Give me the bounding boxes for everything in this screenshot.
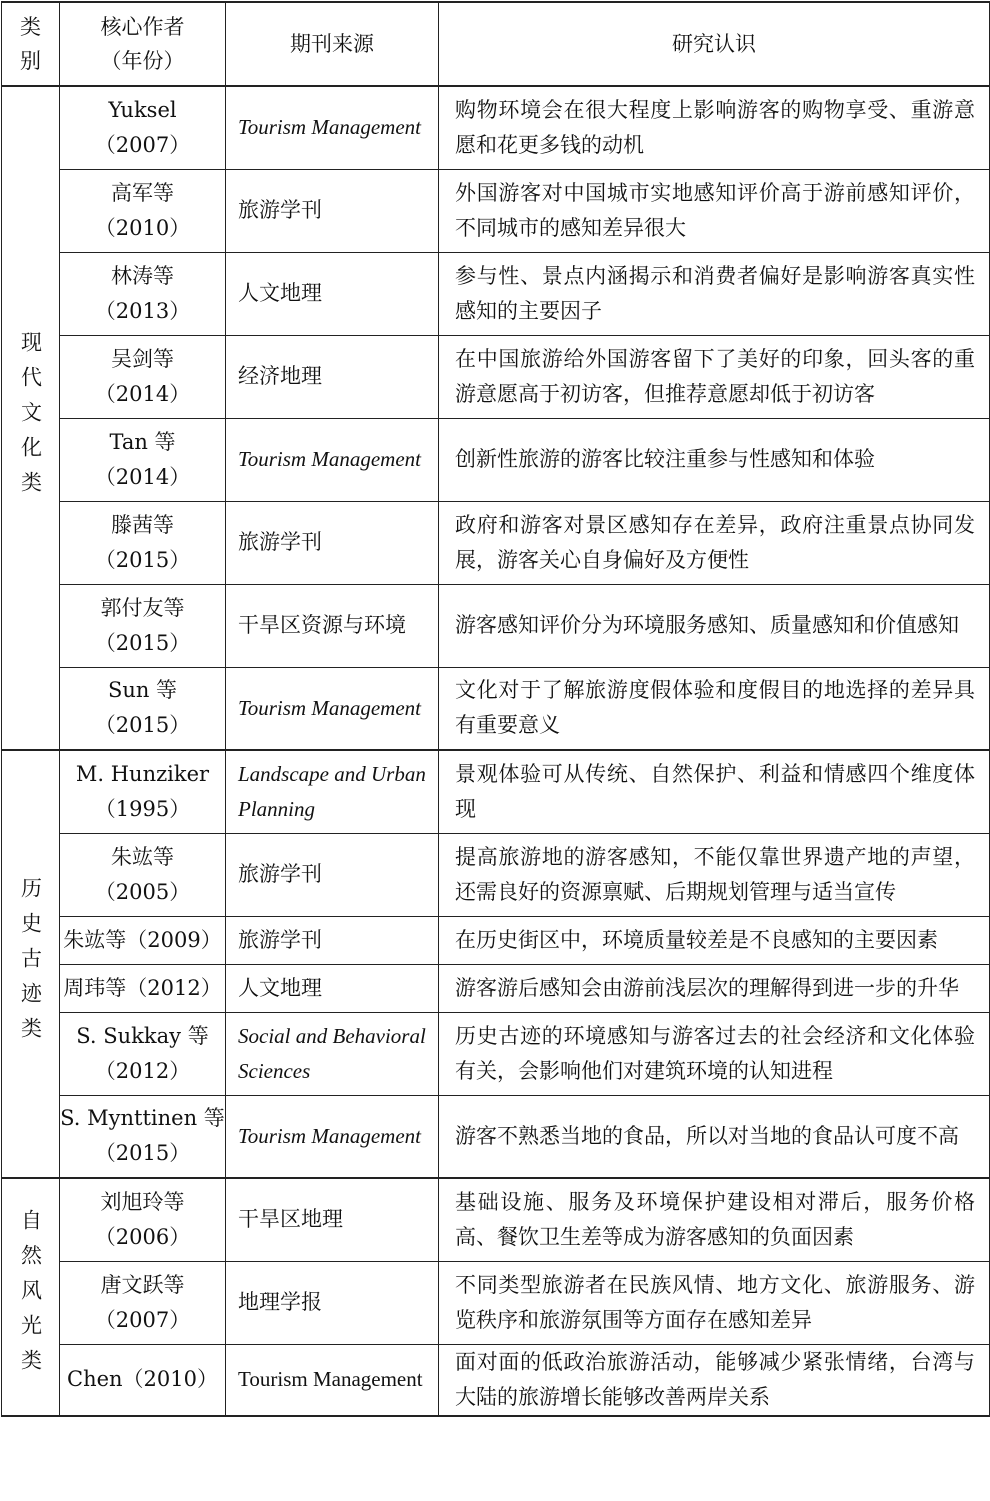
author-cell xyxy=(60,964,226,1012)
author-year: （2014） xyxy=(94,464,191,489)
author-year: （2015） xyxy=(94,713,191,738)
author-year: （2014） xyxy=(94,381,191,406)
author-name: 周玮等（2012） xyxy=(63,975,222,1000)
finding-cell: 游客不熟悉当地的食品，所以对当地的食品认可度不高 xyxy=(439,1095,990,1178)
author-cell xyxy=(60,252,226,335)
author-cell xyxy=(60,501,226,584)
journal-cell: 人文地理 xyxy=(226,252,439,335)
finding-cell: 购物环境会在很大程度上影响游客的购物享受、重游意愿和花更多钱的动机 xyxy=(439,86,990,169)
finding-cell: 政府和游客对景区感知存在差异，政府注重景点协同发展，游客关心自身偏好及方便性 xyxy=(439,501,990,584)
table-row xyxy=(2,1261,990,1344)
header-author: 核心作者 （年份） xyxy=(60,2,226,86)
table-row xyxy=(2,964,990,1012)
header-journal: 期刊来源 xyxy=(226,2,439,86)
header-finding: 研究认识 xyxy=(439,2,990,86)
table-row xyxy=(2,169,990,252)
journal-cell: 干旱区资源与环境 xyxy=(226,584,439,667)
finding-cell: 在中国旅游给外国游客留下了美好的印象，回头客的重游意愿高于初访客，但推荐意愿却低于初访客 xyxy=(439,335,990,418)
author-year: （1995） xyxy=(94,796,191,821)
author-cell xyxy=(60,916,226,964)
category-cell xyxy=(2,86,60,750)
table-row xyxy=(2,833,990,916)
table-row xyxy=(2,418,990,501)
author-cell xyxy=(60,169,226,252)
author-cell xyxy=(60,1178,226,1261)
author-cell xyxy=(60,1261,226,1344)
author-cell xyxy=(60,418,226,501)
author-year: （2013） xyxy=(94,298,191,323)
journal-cell: 经济地理 xyxy=(226,335,439,418)
author-year: （2015） xyxy=(94,547,191,572)
journal-cell: Tourism Management xyxy=(226,667,439,750)
author-year: （2015） xyxy=(94,630,191,655)
finding-cell: 游客感知评价分为环境服务感知、质量感知和价值感知 xyxy=(439,584,990,667)
author-year: （2005） xyxy=(94,879,191,904)
journal-cell: Tourism Management xyxy=(226,86,439,169)
finding-cell: 面对面的低政治旅游活动，能够减少紧张情绪，台湾与大陆的旅游增长能够改善两岸关系 xyxy=(439,1344,990,1416)
finding-cell: 游客游后感知会由游前浅层次的理解得到进一步的升华 xyxy=(439,964,990,1012)
journal-cell: 旅游学刊 xyxy=(226,916,439,964)
journal-cell: 干旱区地理 xyxy=(226,1178,439,1261)
author-name: Yuksel xyxy=(108,97,177,122)
category-label: 现代文化类 xyxy=(18,330,43,506)
journal-cell: Landscape and Urban Planning xyxy=(226,750,439,833)
finding-cell: 文化对于了解旅游度假体验和度假目的地选择的差异具有重要意义 xyxy=(439,667,990,750)
author-name: 朱竑等（2009） xyxy=(63,927,222,952)
finding-cell: 基础设施、服务及环境保护建设相对滞后，服务价格高、餐饮卫生差等成为游客感知的负面因素 xyxy=(439,1178,990,1261)
author-name: 高军等 xyxy=(111,180,174,205)
literature-table xyxy=(1,1,990,1417)
journal-cell: 地理学报 xyxy=(226,1261,439,1344)
author-year: （2015） xyxy=(94,1141,191,1166)
author-cell xyxy=(60,335,226,418)
author-name: Chen（2010） xyxy=(67,1367,218,1391)
header-row xyxy=(2,2,990,86)
journal-cell: 人文地理 xyxy=(226,964,439,1012)
author-year: （2006） xyxy=(94,1224,191,1249)
table-row xyxy=(2,86,990,169)
finding-cell: 提高旅游地的游客感知，不能仅靠世界遗产地的声望，还需良好的资源禀赋、后期规划管理与适当宣传 xyxy=(439,833,990,916)
author-cell xyxy=(60,1344,226,1416)
finding-cell: 景观体验可从传统、自然保护、利益和情感四个维度体现 xyxy=(439,750,990,833)
finding-cell: 不同类型旅游者在民族风情、地方文化、旅游服务、游览秩序和旅游氛围等方面存在感知差异 xyxy=(439,1261,990,1344)
author-cell xyxy=(60,86,226,169)
author-cell xyxy=(60,1095,226,1178)
category-label: 历史古迹类 xyxy=(18,876,43,1052)
author-year: （2007） xyxy=(94,132,191,157)
table-row xyxy=(2,584,990,667)
author-name: 林涛等 xyxy=(111,263,174,288)
finding-cell: 外国游客对中国城市实地感知评价高于游前感知评价，不同城市的感知差异很大 xyxy=(439,169,990,252)
journal-cell: 旅游学刊 xyxy=(226,169,439,252)
author-cell xyxy=(60,1012,226,1095)
author-year: （2012） xyxy=(94,1058,191,1083)
author-cell xyxy=(60,667,226,750)
table-row xyxy=(2,667,990,750)
table-row xyxy=(2,750,990,833)
category-label: 自然风光类 xyxy=(18,1209,43,1385)
author-cell xyxy=(60,584,226,667)
journal-cell: Tourism Management xyxy=(226,1344,439,1416)
table-row xyxy=(2,1344,990,1416)
header-category: 类 别 xyxy=(2,2,60,86)
author-year: （2010） xyxy=(94,215,191,240)
table-row xyxy=(2,252,990,335)
finding-cell: 参与性、景点内涵揭示和消费者偏好是影响游客真实性感知的主要因子 xyxy=(439,252,990,335)
author-year: （2007） xyxy=(94,1307,191,1332)
category-cell xyxy=(2,750,60,1178)
journal-cell: 旅游学刊 xyxy=(226,501,439,584)
journal-cell: Tourism Management xyxy=(226,418,439,501)
author-name: 滕茜等 xyxy=(111,512,174,537)
table-row xyxy=(2,501,990,584)
author-name: 唐文跃等 xyxy=(100,1272,185,1297)
author-name: S. Sukkay 等 xyxy=(76,1023,209,1048)
finding-cell: 在历史街区中，环境质量较差是不良感知的主要因素 xyxy=(439,916,990,964)
author-name: M. Hunziker xyxy=(75,761,210,786)
category-cell xyxy=(2,1178,60,1416)
table-row xyxy=(2,1095,990,1178)
author-name: S. Mynttinen 等 xyxy=(60,1106,225,1131)
journal-cell: Social and Behavioral Sciences xyxy=(226,1012,439,1095)
author-name: 刘旭玲等 xyxy=(100,1189,185,1214)
author-name: 郭付友等 xyxy=(100,595,185,620)
author-cell xyxy=(60,750,226,833)
table-row xyxy=(2,1178,990,1261)
journal-cell: 旅游学刊 xyxy=(226,833,439,916)
author-cell xyxy=(60,833,226,916)
finding-cell: 创新性旅游的游客比较注重参与性感知和体验 xyxy=(439,418,990,501)
table-row xyxy=(2,916,990,964)
journal-cell: Tourism Management xyxy=(226,1095,439,1178)
finding-cell: 历史古迹的环境感知与游客过去的社会经济和文化体验有关，会影响他们对建筑环境的认知进程 xyxy=(439,1012,990,1095)
table-row xyxy=(2,1012,990,1095)
table-row xyxy=(2,335,990,418)
author-name: 朱竑等 xyxy=(111,844,174,869)
author-name: Sun 等 xyxy=(107,678,178,703)
author-name: Tan 等 xyxy=(109,429,176,454)
author-name: 吴剑等 xyxy=(111,346,174,371)
